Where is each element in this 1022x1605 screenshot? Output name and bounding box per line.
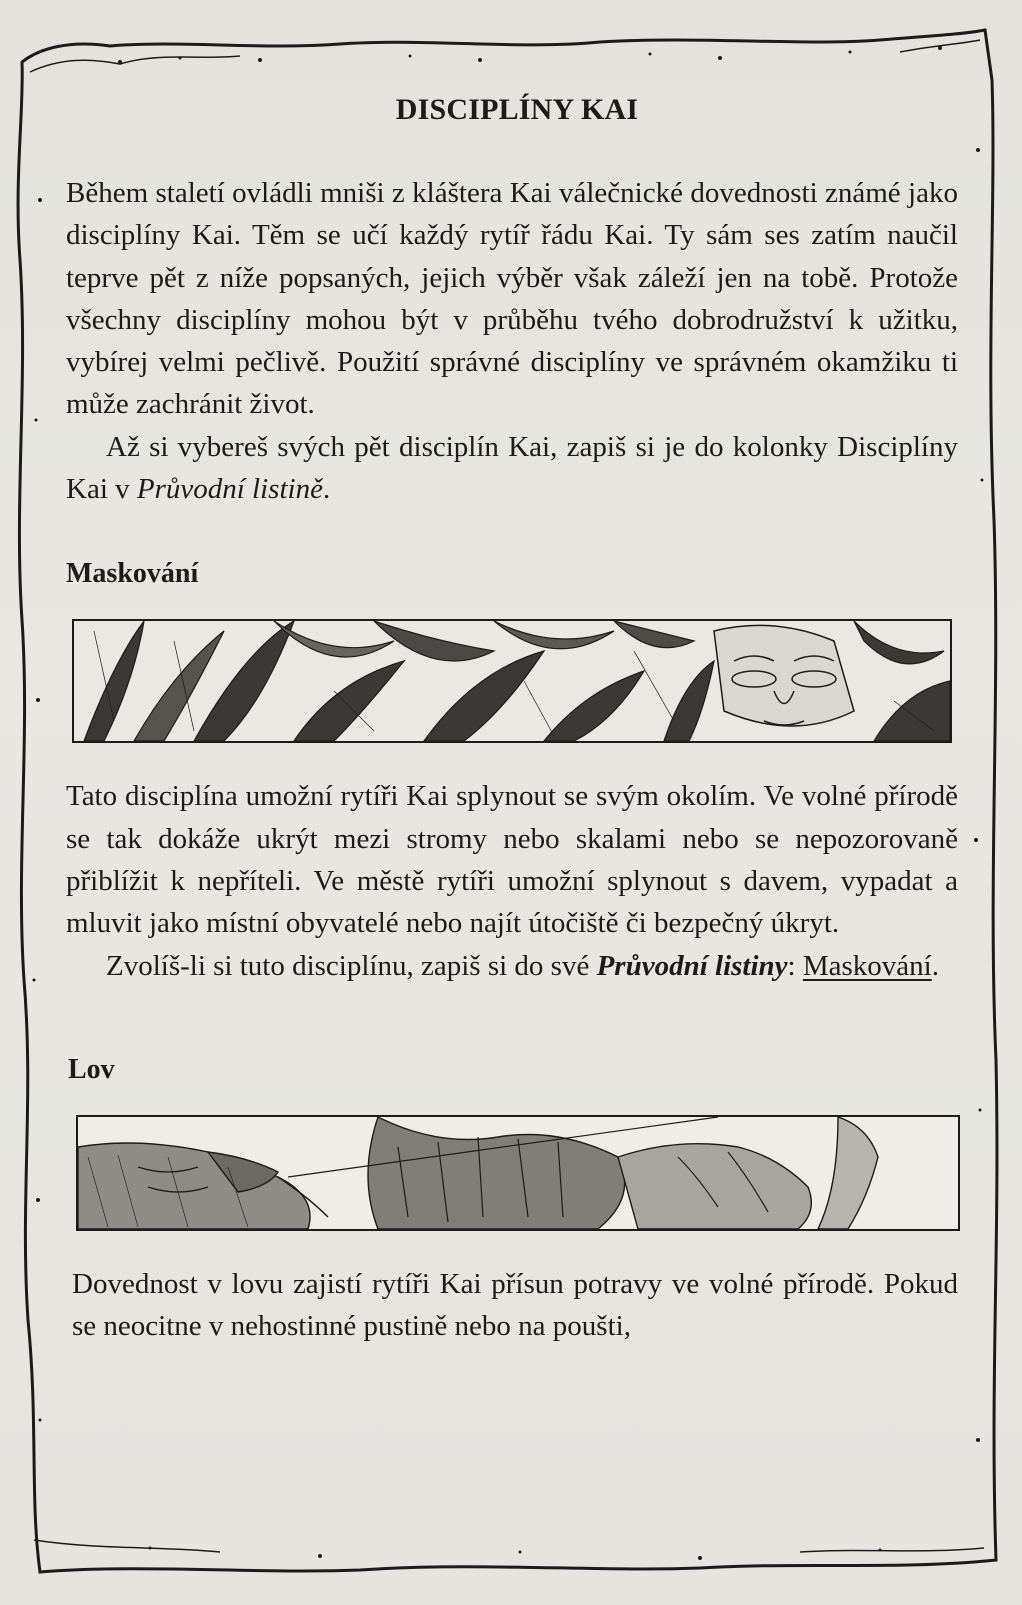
page-title: DISCIPLÍNY KAI	[395, 93, 639, 126]
intro-paragraph-2-emph: Průvodní listině	[136, 473, 323, 506]
hunting-illustration-drawing	[78, 1117, 958, 1229]
section-text-maskovani: Tato disciplína umožní rytíři Kai splynout se svým okolím. Ve volné přírodě se tak dokáže ukrýt mezi stromy nebo skalami nebo se nepozorovaně přiblížit k nepříteli. Ve městě rytíři umožní splynout s davem, vypadat a mluvit jako místní obyvatelé nebo najít útočiště či bezpečný úkryt.	[66, 780, 958, 940]
illustration-foliage	[72, 619, 952, 743]
section-heading-maskovani: Maskování	[66, 558, 199, 590]
section-note-maskovani	[66, 945, 958, 987]
section-heading-lov: Lov	[68, 1053, 115, 1085]
intro-paragraph-2-end: .	[322, 473, 331, 506]
note-prefix: Zvolíš-li si tuto disciplínu, zapiš si do své	[106, 949, 597, 982]
intro-paragraph-2-text: Až si vybereš svých pět disciplín Kai, zapiš si je do kolonky Disciplíny Kai v	[66, 430, 958, 506]
foliage-illustration-drawing	[74, 621, 950, 741]
note-emph: Průvodní listiny	[596, 949, 788, 982]
section-text-lov: Dovednost v lovu zajistí rytíři Kai přísun potravy ve volné přírodě. Pokud se neocitne v nehostinné pustině nebo na poušti,	[72, 1267, 958, 1343]
note-value: Maskování	[802, 949, 932, 982]
page-content	[66, 84, 958, 1347]
intro-paragraph-2	[66, 426, 958, 511]
intro-paragraph-1: Během staletí ovládli mniši z kláštera Kai válečnické dovednosti známé jako disciplíny Kai. Těm se učí každý rytíř řádu Kai. Ty sám ses zatím naučil teprve pět z níže popsaných, jejich výběr však záleží jen na tobě. Protože všechny disciplíny mohou být v průběhu tvého dobrodružství k užitku, vybírej velmi pečlivě. Použití správné disciplíny ve správném okamžiku ti může zachránit život.	[66, 177, 958, 421]
note-colon: :	[787, 949, 796, 982]
illustration-hunting	[76, 1115, 960, 1231]
note-end: .	[931, 949, 939, 982]
